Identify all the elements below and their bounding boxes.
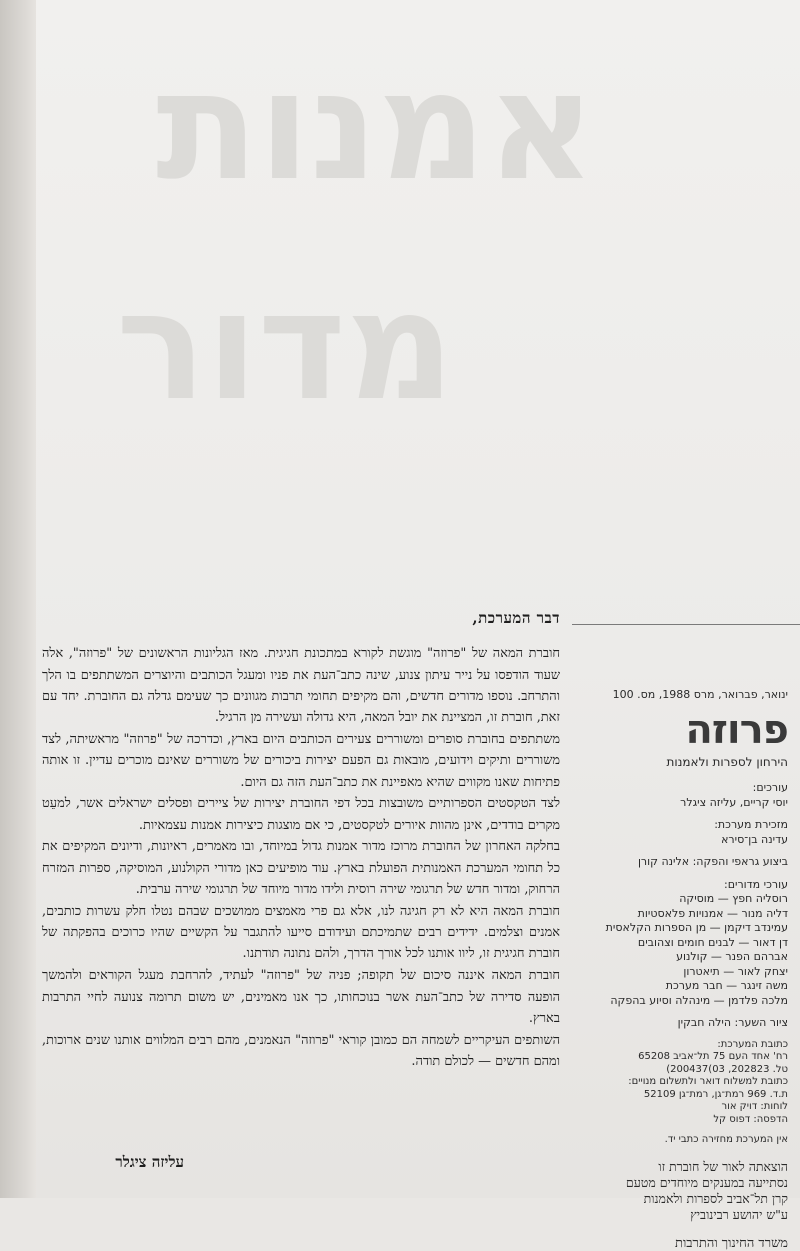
editorial-paragraph: חוברת המאה של "פרוזה" מוגשת לקורא במתכונת חגיגית. מאז הגליונות הראשונים של "פרוזה", אלה שעוד הודפסו על נייר עיתון צנוע, שינה כתב־העת את פניו ומעגל הכותבים והיוצרים המשתתפים בו הלך והתרחב. נוספו מדורים חדשים, והם מקיפים תחומי תרבות מגוונים כך שעימם גדלה גם החוברת. יחד עם זאת, חוברת זו, המציינת את יובל המאה, היא גדולה ועשירה מן הרגיל. [42,643,560,728]
plates-credit: לוחות: דויק אור [588,1101,788,1114]
address-section [588,1039,788,1127]
column-editors-label: עורכי מדורים: [588,878,788,893]
colophon [588,688,788,1251]
page-shadow-edge [0,0,36,1198]
column-editor: יצחק לאור — תיאטרון [588,965,788,980]
show-through-print: אמנות [156,40,596,214]
editorial-paragraph: בחלקה האחרון של החוברת מרוכז מדור אמנות גדול במיוחד, ובו מאמרים, ראיונות, ודיונים המקיפים את כל תחומי המערכת האמנותית הפועלת בארץ. עוד מופיעים כאן מדורי הקולנוע, המוסיקה, ספרות המזרח הרחוק, ומדור חדש של תרגומי שירה רוסית ולידו מדור מיוחד של תרגומי שירה ערבית. [42,836,560,900]
column-editor: דן דאור — לבנים חומים וצהובים [588,936,788,951]
secretary-name: עדינה בן־סירא [588,833,788,848]
address-line: כתובת למשלוח דואר ולתשלום מנויים: [588,1076,788,1089]
column-editor: אברהם הפנר — קולנוע [588,950,788,965]
editorial-paragraph: חוברת המאה היא לא רק חגיגה לנו, אלא גם פרי מאמצים ממושכים שבהם נטלו חלק עשרות כותבים, אמנים וצלמים. ידידים רבים שתמיכתם ועידודם סייעו להתגבר על הקשיים שהיו כרוכים בהפקתה של חוברת חגיגית זו, ליוו אותנו לכל אורך הדרך, ולהם נתונה תודתנו. [42,901,560,965]
secretary-section [588,818,788,847]
support-line: נסתייעה במענקים מיוחדים מטעם [588,1175,788,1191]
manuscripts-notice: אין המערכת מחזירה כתבי יד. [588,1134,788,1147]
magazine-tagline: הירחון לספרות ולאמנות [588,755,788,770]
graphics-credit: ביצוע גראפי והפקה: אלינה קורן [588,855,788,870]
address-line: טל. 202823, 03)200437) [588,1064,788,1077]
column-editor: רוסליה חפץ — מוסיקה [588,892,788,907]
editorial-paragraph: לצד הטקסטים הספרותיים משובצות בכל דפי החוברת יצירות של ציירים ופסלים ישראלים אשר, למעֵט מקרים בודדים, אינן מהוות איורים לטקסטים, כי אם מוצגות כיצירות אמנות עצמאיות. [42,793,560,836]
column-editor: משה זינגר — חבר מערכת [588,979,788,994]
editors-section [588,781,788,810]
issue-line: ינואר, פברואר, מרס 1988, מס. 100 [588,688,788,703]
publication-support [588,1159,788,1223]
editorial-paragraph: משתתפים בחוברת סופרים ומשוררים צעירים הכותבים היום בארץ, וכדרכה של "פרוזה" מראשיתה, לצד משוררים ותיקים וידועים, מובאות גם הפעם יצירות ביכורים של משוררים שאינם מוכרים עדיין. זו אותה פתיחות שאנו מקווים שהיא מאפיינת את כתב־העת הזה גם היום. [42,729,560,793]
cover-credit: ציור השער: הילה חבקין [588,1016,788,1031]
address-label: כתובת המערכת: [588,1039,788,1052]
magazine-logo: פרוזה [588,709,788,751]
column-editors-section [588,878,788,1009]
show-through-print-2: מדור [116,260,455,434]
editors-names: יוסי קריים, עליזה ציגלר [588,796,788,811]
support-line: ע"ש יהושע רבינוביץ [588,1207,788,1223]
editors-label: עורכים: [588,781,788,796]
editorial-title: דבר המערכת, [42,608,560,629]
editorial-paragraph: חוברת המאה איננה סיכום של תקופה; פניה של "פרוזה" לעתיד, להרחבת מעגל הקוראים ולהמשך הופעה סדירה של כתב־העת אשר בנוכחותו, כך אנו מאמינים, יש משום תרומה צנועה לחיי התרבות בארץ. [42,965,560,1029]
address-line: רח' אחד העם 75 תל־אביב 65208 [588,1051,788,1064]
editorial-signature: עליזה ציגלר [44,1153,184,1172]
support-line: קרן תל־אביב לספרות ולאמנות [588,1191,788,1207]
divider-line [572,624,800,625]
editorial-paragraph: השותפים העיקריים לשמחה הם כמובן קוראי "פרוזה" הנאמנים, מהם רבים המלווים אותנו שנים ארוכות, ומהם חדשים — לכולם תודה. [42,1030,560,1073]
print-credit: הדפסה: דפוס קל [588,1114,788,1127]
support-line: הוצאתה לאור של חוברת זו [588,1159,788,1175]
column-editor: עמינדב דיקמן — מן הספרות הקלאסית [588,921,788,936]
column-editor: מלכה פלדמן — מינהלה וסיוע בהפקה [588,994,788,1009]
column-editor: דליה מנור — אמנויות פלאסטיות [588,907,788,922]
secretary-label: מזכירת מערכת: [588,818,788,833]
ministry-credit: משרד החינוך והתרבות [588,1237,788,1251]
address-line: ת.ד. 969 רמת־גן, רמת־גן 52109 [588,1089,788,1102]
editorial-column [42,608,560,1073]
